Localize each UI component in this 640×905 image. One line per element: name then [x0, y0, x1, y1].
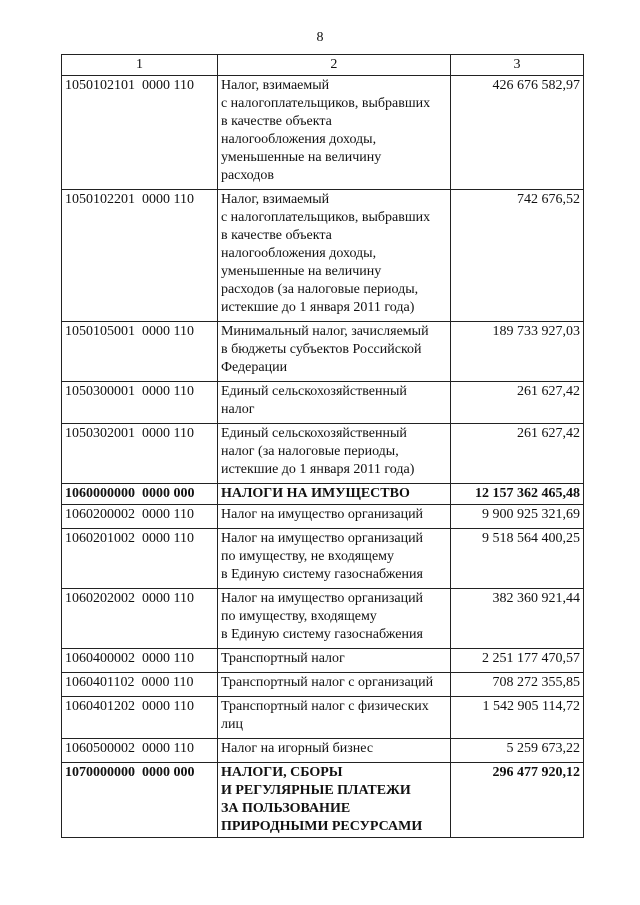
row-amount: 2 251 177 470,57: [450, 649, 583, 673]
row-name: Налог, взимаемый с налогоплательщиков, выбравших в качестве объекта налогообложения доходы, уменьшенные на величину расходов: [217, 76, 450, 190]
column-header-name: 2: [217, 55, 450, 76]
row-code: 1070000000 0000 000: [62, 763, 218, 838]
row-code: 1060401202 0000 110: [62, 697, 218, 739]
row-code: 1060401102 0000 110: [62, 673, 218, 697]
table-row: [62, 589, 584, 649]
row-amount: 742 676,52: [450, 190, 583, 322]
budget-revenue-table: [61, 54, 584, 838]
row-name: Единый сельскохозяйственный налог: [217, 382, 450, 424]
table-row: [62, 382, 584, 424]
row-name: Налог на игорный бизнес: [217, 739, 450, 763]
table-row: [62, 322, 584, 382]
row-amount: 296 477 920,12: [450, 763, 583, 838]
row-name: Транспортный налог с физических лиц: [217, 697, 450, 739]
table-row: [62, 484, 584, 505]
table-row: [62, 697, 584, 739]
row-name: Налог на имущество организаций: [217, 505, 450, 529]
row-amount: 5 259 673,22: [450, 739, 583, 763]
table-row: [62, 424, 584, 484]
row-amount: 261 627,42: [450, 424, 583, 484]
row-code: 1060500002 0000 110: [62, 739, 218, 763]
row-amount: 12 157 362 465,48: [450, 484, 583, 505]
table-row: [62, 76, 584, 190]
row-name: Транспортный налог с организаций: [217, 673, 450, 697]
row-amount: 261 627,42: [450, 382, 583, 424]
row-amount: 189 733 927,03: [450, 322, 583, 382]
table-row: [62, 763, 584, 838]
table-row: [62, 673, 584, 697]
row-code: 1050102201 0000 110: [62, 190, 218, 322]
column-header-code: 1: [62, 55, 218, 76]
row-code: 1050102101 0000 110: [62, 76, 218, 190]
table-row: [62, 739, 584, 763]
row-code: 1060200002 0000 110: [62, 505, 218, 529]
row-amount: 426 676 582,97: [450, 76, 583, 190]
row-name: Налог, взимаемый с налогоплательщиков, выбравших в качестве объекта налогообложения доходы, уменьшенные на величину расходов (за налоговые периоды, истекшие до 1 января 2011 года): [217, 190, 450, 322]
table-header-row: [62, 55, 584, 76]
row-amount: 9 518 564 400,25: [450, 529, 583, 589]
row-name: НАЛОГИ НА ИМУЩЕСТВО: [217, 484, 450, 505]
table-row: [62, 190, 584, 322]
row-code: 1050302001 0000 110: [62, 424, 218, 484]
table-row: [62, 529, 584, 589]
row-amount: 708 272 355,85: [450, 673, 583, 697]
row-code: 1050300001 0000 110: [62, 382, 218, 424]
row-amount: 9 900 925 321,69: [450, 505, 583, 529]
row-amount: 382 360 921,44: [450, 589, 583, 649]
table-row: [62, 649, 584, 673]
column-header-amount: 3: [450, 55, 583, 76]
table-row: [62, 505, 584, 529]
row-amount: 1 542 905 114,72: [450, 697, 583, 739]
row-name: Налог на имущество организаций по имуществу, не входящему в Единую систему газоснабжения: [217, 529, 450, 589]
row-name: НАЛОГИ, СБОРЫ И РЕГУЛЯРНЫЕ ПЛАТЕЖИ ЗА ПОЛЬЗОВАНИЕ ПРИРОДНЫМИ РЕСУРСАМИ: [217, 763, 450, 838]
row-name: Налог на имущество организаций по имуществу, входящему в Единую систему газоснабжения: [217, 589, 450, 649]
row-name: Единый сельскохозяйственный налог (за налоговые периоды, истекшие до 1 января 2011 года): [217, 424, 450, 484]
row-code: 1060400002 0000 110: [62, 649, 218, 673]
page-number: 8: [316, 30, 324, 45]
row-name: Транспортный налог: [217, 649, 450, 673]
row-name: Минимальный налог, зачисляемый в бюджеты субъектов Российской Федерации: [217, 322, 450, 382]
row-code: 1060000000 0000 000: [62, 484, 218, 505]
row-code: 1060201002 0000 110: [62, 529, 218, 589]
row-code: 1050105001 0000 110: [62, 322, 218, 382]
row-code: 1060202002 0000 110: [62, 589, 218, 649]
